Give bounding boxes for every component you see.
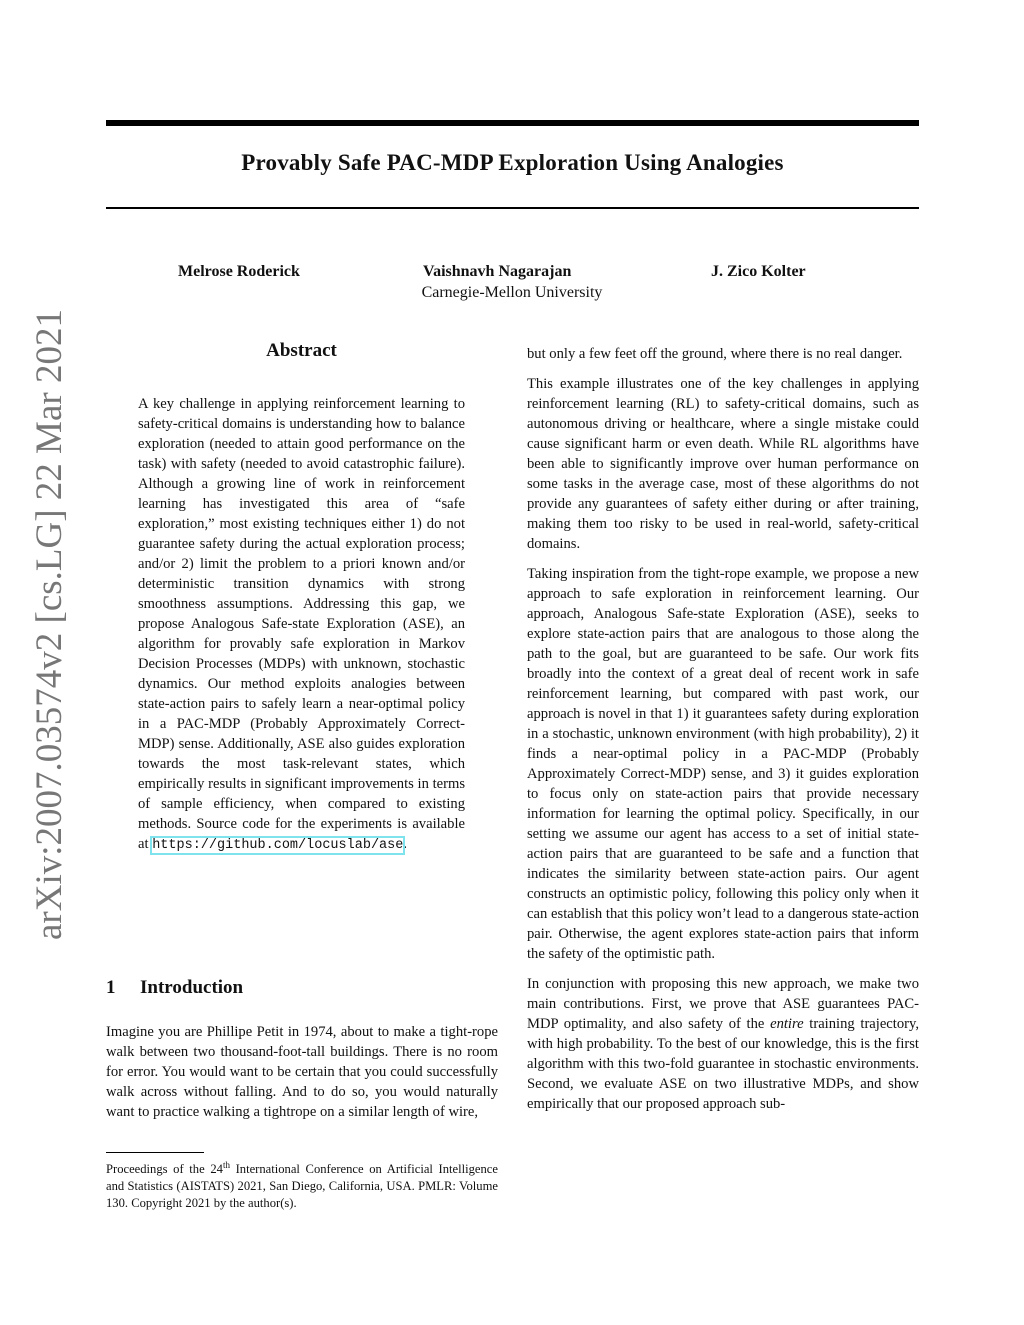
section-number: 1 (106, 977, 116, 998)
paragraph-4-pre: In conjunction with proposing this new approach, we make two main contributions. First, we prove that ASE guarantees PAC-MDP optimality, and also safety of the (527, 976, 919, 1032)
paragraph-4 (527, 974, 919, 1114)
author-3: J. Zico Kolter (711, 263, 806, 280)
title-bottom-rule (106, 207, 919, 209)
author-2: Vaishnavh Nagarajan (423, 263, 572, 280)
right-column (527, 344, 919, 1124)
arxiv-stamp: arXiv:2007.03574v2 [cs.LG] 22 Mar 2021 (29, 309, 70, 940)
section-heading (106, 977, 243, 999)
title-top-rule (106, 120, 919, 126)
abstract-body (138, 394, 465, 856)
source-code-link[interactable]: https://github.com/locuslab/ase (152, 838, 404, 853)
paragraph-1: but only a few feet off the ground, where there is no real danger. (527, 346, 903, 362)
footnote (106, 1161, 498, 1212)
abstract-heading: Abstract (266, 340, 337, 361)
footnote-post: International Conference on Artificial Intelligence and Statistics (AISTATS) 2021, San Diego, California, USA. PMLR: Volume 130. Copyright 2021 by the author(s). (106, 1162, 498, 1210)
intro-paragraph: Imagine you are Phillipe Petit in 1974, about to make a tight-rope walk between two thousand-foot-tall buildings. There is no room for error. You would want to be certain that you could successfully walk across without falling. And to do so, you would naturally want to practice walking a tightrope on a similar length of wire, (106, 1024, 498, 1120)
paper-title: Provably Safe PAC-MDP Exploration Using Analogies (241, 150, 784, 175)
abstract-text: A key challenge in applying reinforcement learning to safety-critical domains is understanding how to balance exploration (needed to attain good performance on the task) with safety (needed to avoid catastrophic failure). Although a growing line of work in reinforcement learning has investigated this area of “safe exploration,” most existing techniques either 1) do not guarantee safety during the actual exploration process; and/or 2) limit the problem to a priori known and/or deterministic transition dynamics with strong smoothness assumptions. Addressing this gap, we propose Analogous Safe-state Exploration (ASE), an algorithm for provably safe exploration in Markov Decision Processes (MDPs) with unknown, stochastic dynamics. Our method exploits analogies between state-action pairs to safely learn a near-optimal policy in a PAC-MDP (Probably Approximately Correct-MDP) sense. Additionally, ASE also guides exploration towards the most task-relevant states, which empirically results in significant improvements in terms of sample efficiency, when compared to existing methods. Source code for the experiments is available at (138, 396, 465, 852)
footnote-rule (106, 1152, 204, 1153)
abstract-end: . (403, 836, 408, 852)
paragraph-3: Taking inspiration from the tight-rope example, we propose a new approach to safe exploration in reinforcement learning. Our approach, Analogous Safe-state Exploration (ASE), seeks to explore state-action pairs that are analogous to those along the path to the goal, but are guaranteed to be safe. Our work fits broadly into the context of a great deal of recent work in safe reinforcement learning, but compared with past work, our approach is novel in that 1) it guarantees safety during exploration in a stochastic, unknown environment (with high probability), 2) it finds a near-optimal policy in a PAC-MDP (Probably Approximately Correct-MDP) sense, and 3) it guides exploration to focus only on state-action pairs that provide necessary information for learning the optimal policy. Specifically, in our setting we assume our agent has access to a set of initial state-action pairs that are guaranteed to be safe and a function that indicates the similarity between state-action pairs. Our agent constructs an optimistic policy, following this policy only when it can establish that this policy won’t lead to a dangerous state-action pair. Otherwise, the agent explores state-action pairs that inform the safety of the optimistic path. (527, 566, 919, 962)
section-title: Introduction (140, 977, 244, 998)
paragraph-4-emphasis: entire (770, 1016, 804, 1032)
affiliation: Carnegie-Mellon University (421, 284, 603, 301)
footnote-pre: Proceedings of the 24 (106, 1162, 223, 1176)
paragraph-4-post: training trajectory, with high probability. To the best of our knowledge, this is the first algorithm with this two-fold guarantee in stochastic environments. Second, we evaluate ASE on two illustrative MDPs, and show empirically that our proposed approach sub- (527, 1016, 919, 1112)
paragraph-2: This example illustrates one of the key challenges in applying reinforcement learning (RL) to safety-critical domains, such as autonomous driving or healthcare, where a single mistake could cause significant harm or even death. While RL algorithms have been able to significantly improve over human performance on some tasks in the average case, most of these algorithms do not provide any guarantees of safety either during or after training, making them too risky to be used in real-world, safety-critical domains. (527, 376, 919, 552)
author-1: Melrose Roderick (178, 263, 300, 280)
footnote-sup: th (222, 1159, 230, 1170)
